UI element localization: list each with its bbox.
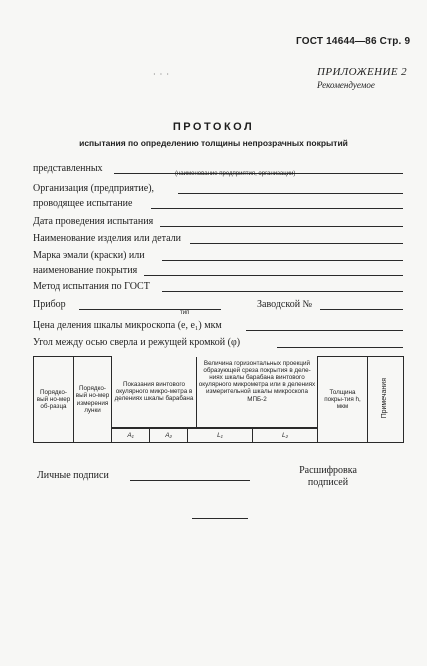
field-angle-label: Угол между осью сверла и режущей кромкой (φ)	[33, 337, 241, 348]
sub-header-a2: A₂	[150, 428, 188, 442]
field-product-label: Наименование изделия или детали	[33, 233, 181, 244]
field-test-date-label: Дата проведения испытания	[33, 216, 154, 227]
sub-header-l1: L₁	[188, 428, 253, 442]
field-submitted-note: (наименование предприятия, организации)	[175, 171, 296, 177]
col-notes-cell	[368, 357, 404, 443]
appendix-subtitle: Рекомендуемое	[317, 80, 375, 90]
sub-header-l2: L₂	[253, 428, 318, 442]
field-angle-line[interactable]	[277, 347, 403, 348]
protocol-table	[33, 356, 404, 443]
field-organization-line[interactable]	[178, 193, 403, 194]
sub-header-a1: A₁	[112, 428, 150, 442]
field-coating-label: наименование покрытия	[33, 265, 138, 276]
col-projections: Величина горизонтальных проекций образующей среза покрытия в деле-ниях шкалы барабана винтового окулярного микрометра или в делениях измерительной шкалы микроскопа МПБ-2	[198, 359, 316, 403]
signature-label: Личные подписи	[37, 470, 109, 481]
field-product-line[interactable]	[190, 243, 403, 244]
field-organization-label: Организация (предприятие),	[33, 183, 155, 194]
field-method-label: Метод испытания по ГОСТ	[33, 281, 150, 292]
field-conducting-line[interactable]	[151, 208, 403, 209]
decode-label: Расшифровка подписей	[299, 465, 357, 488]
field-scale-line[interactable]	[246, 330, 403, 331]
document-subtitle: испытания по определению толщины непрозрачных покрытий	[79, 138, 348, 148]
field-serial-line[interactable]	[320, 309, 403, 310]
field-type-note: тип	[180, 310, 190, 316]
signature-line[interactable]	[130, 480, 250, 481]
field-device-label: Прибор	[33, 299, 66, 310]
field-method-line[interactable]	[162, 291, 403, 292]
field-test-date-line[interactable]	[160, 226, 403, 227]
field-device-line[interactable]	[79, 309, 221, 310]
scan-marks: · · ·	[153, 70, 170, 79]
field-submitted-label: представленных	[33, 163, 103, 174]
field-scale-label: Цена деления шкалы микроскопа (e, e₁) мкм	[33, 320, 222, 331]
page-header: ГОСТ 14644—86 Стр. 9	[296, 36, 411, 47]
end-line	[192, 518, 248, 519]
field-enamel-label: Марка эмали (краски) или	[33, 250, 145, 261]
col-thickness: Толщина покры-тия h, мкм	[318, 357, 368, 443]
field-enamel-line[interactable]	[162, 260, 403, 261]
field-serial-label: Заводской №	[257, 299, 313, 310]
field-conducting-label: проводящее испытание	[33, 198, 133, 209]
document-title: ПРОТОКОЛ	[172, 121, 255, 133]
field-coating-line[interactable]	[144, 275, 403, 276]
col-notes: Примечания	[381, 378, 389, 419]
appendix-title: ПРИЛОЖЕНИЕ 2	[317, 66, 408, 78]
col-sample-number: Порядко-вый но-мер об-разца	[34, 357, 74, 443]
col-micrometer-readings: Показания винтового окулярного микро-метра в делениях шкалы барабана	[112, 357, 197, 427]
col-hole-number: Порядко-вый но-мер измерения лунки	[74, 357, 112, 443]
